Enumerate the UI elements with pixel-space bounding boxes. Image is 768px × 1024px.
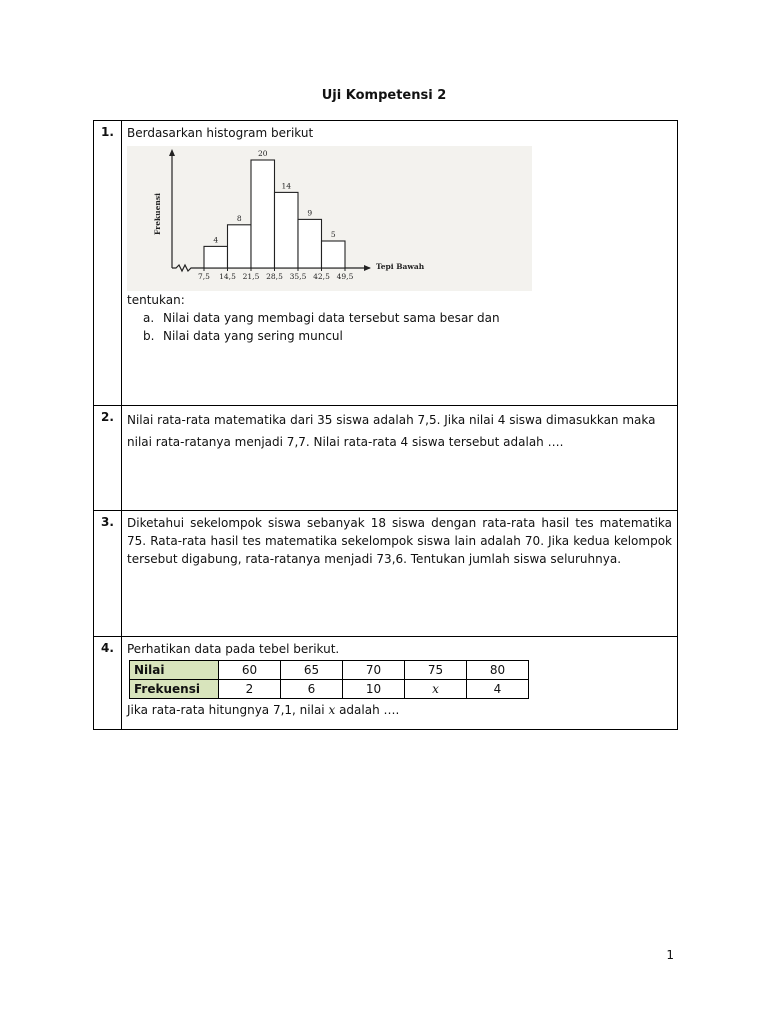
bar-value-label: 9 xyxy=(307,208,313,218)
question-number: 1. xyxy=(94,121,122,406)
question-number: 4. xyxy=(94,637,122,730)
histogram-bar xyxy=(298,219,322,268)
nilai-cell: 70 xyxy=(343,661,405,680)
question-text: Berdasarkan histogram berikut xyxy=(127,126,314,140)
question-variable: x xyxy=(328,703,336,717)
nilai-cell: 75 xyxy=(405,661,467,680)
x-tick-label: 49,5 xyxy=(336,272,354,281)
bar-value-label: 8 xyxy=(236,213,242,223)
frekuensi-row xyxy=(130,680,529,699)
histogram-bar xyxy=(228,225,252,268)
question-prompt-after: adalah …. xyxy=(339,703,400,717)
bar-value-label: 14 xyxy=(281,181,292,191)
histogram-bar xyxy=(251,160,275,268)
x-tick-label: 14,5 xyxy=(219,272,236,281)
y-axis-arrow xyxy=(169,149,175,156)
bar-value-label: 20 xyxy=(257,149,268,158)
frekuensi-cell: 4 xyxy=(467,680,529,699)
question-row-1 xyxy=(94,121,678,406)
y-axis-label: Frekuensi xyxy=(153,193,162,235)
histogram-chart xyxy=(127,146,532,291)
sub-question-label: b. xyxy=(143,329,155,343)
questions-table xyxy=(93,120,678,730)
question-body-2 xyxy=(122,406,678,511)
question-prompt xyxy=(127,701,672,719)
question-prompt-before: Jika rata-rata hitungnya 7,1, nilai xyxy=(127,703,325,717)
frekuensi-cell: 6 xyxy=(281,680,343,699)
nilai-row xyxy=(130,661,529,680)
question-row-2 xyxy=(94,406,678,511)
question-number: 2. xyxy=(94,406,122,511)
histogram-bar xyxy=(275,192,299,268)
x-axis-label: Tepi Bawah xyxy=(376,262,425,271)
bar-value-label: 5 xyxy=(330,230,336,239)
question-body-4 xyxy=(122,637,678,730)
page-title: Uji Kompetensi 2 xyxy=(321,88,447,103)
frekuensi-cell: 10 xyxy=(343,680,405,699)
page-number: 1 xyxy=(666,948,674,962)
x-tick-label: 28,5 xyxy=(266,272,283,281)
sub-question-b xyxy=(127,327,672,345)
question-text: Perhatikan data pada tebel berikut. xyxy=(127,642,340,656)
question-text: Diketahui sekelompok siswa sebanyak 18 siswa dengan rata-rata hasil tes matematika 75. Rata-rata hasil tes matematika sekelompok siswa lain adalah 70. Jika kedua kelompok tersebut digabung, rata-ratanya menjadi 73,6. Tentukan jumlah siswa seluruhnya. xyxy=(127,516,672,566)
sub-question-text: Nilai data yang sering muncul xyxy=(163,329,343,343)
histogram-bar xyxy=(322,241,346,268)
sub-question-list xyxy=(127,309,672,345)
row-header-nilai: Nilai xyxy=(130,661,219,680)
nilai-cell: 80 xyxy=(467,661,529,680)
x-tick-label: 42,5 xyxy=(313,272,330,281)
question-number: 3. xyxy=(94,511,122,637)
sub-question-text: Nilai data yang membagi data tersebut sama besar dan xyxy=(163,311,500,325)
question-body-3 xyxy=(122,511,678,637)
instruction-text: tentukan: xyxy=(127,293,185,307)
x-tick-label: 35,5 xyxy=(289,272,307,281)
question-row-4 xyxy=(94,637,678,730)
question-text: Nilai rata-rata matematika dari 35 siswa adalah 7,5. Jika nilai 4 siswa dimasukkan maka nilai rata-ratanya menjadi 7,7. Nilai rata-rata 4 siswa tersebut adalah …. xyxy=(127,413,656,449)
question-body-1 xyxy=(122,121,678,406)
bar-value-label: 4 xyxy=(213,235,219,245)
sub-question-a xyxy=(127,309,672,327)
question-row-3 xyxy=(94,511,678,637)
row-header-frekuensi: Frekuensi xyxy=(130,680,219,699)
frekuensi-cell-variable: x xyxy=(405,680,467,699)
x-tick-label: 7,5 xyxy=(198,272,210,281)
nilai-cell: 60 xyxy=(219,661,281,680)
x-axis-arrow xyxy=(364,265,371,271)
frekuensi-cell: 2 xyxy=(219,680,281,699)
frequency-table xyxy=(129,660,529,699)
histogram-bar xyxy=(204,246,228,268)
nilai-cell: 65 xyxy=(281,661,343,680)
sub-question-label: a. xyxy=(143,311,155,325)
x-tick-label: 21,5 xyxy=(242,272,260,281)
